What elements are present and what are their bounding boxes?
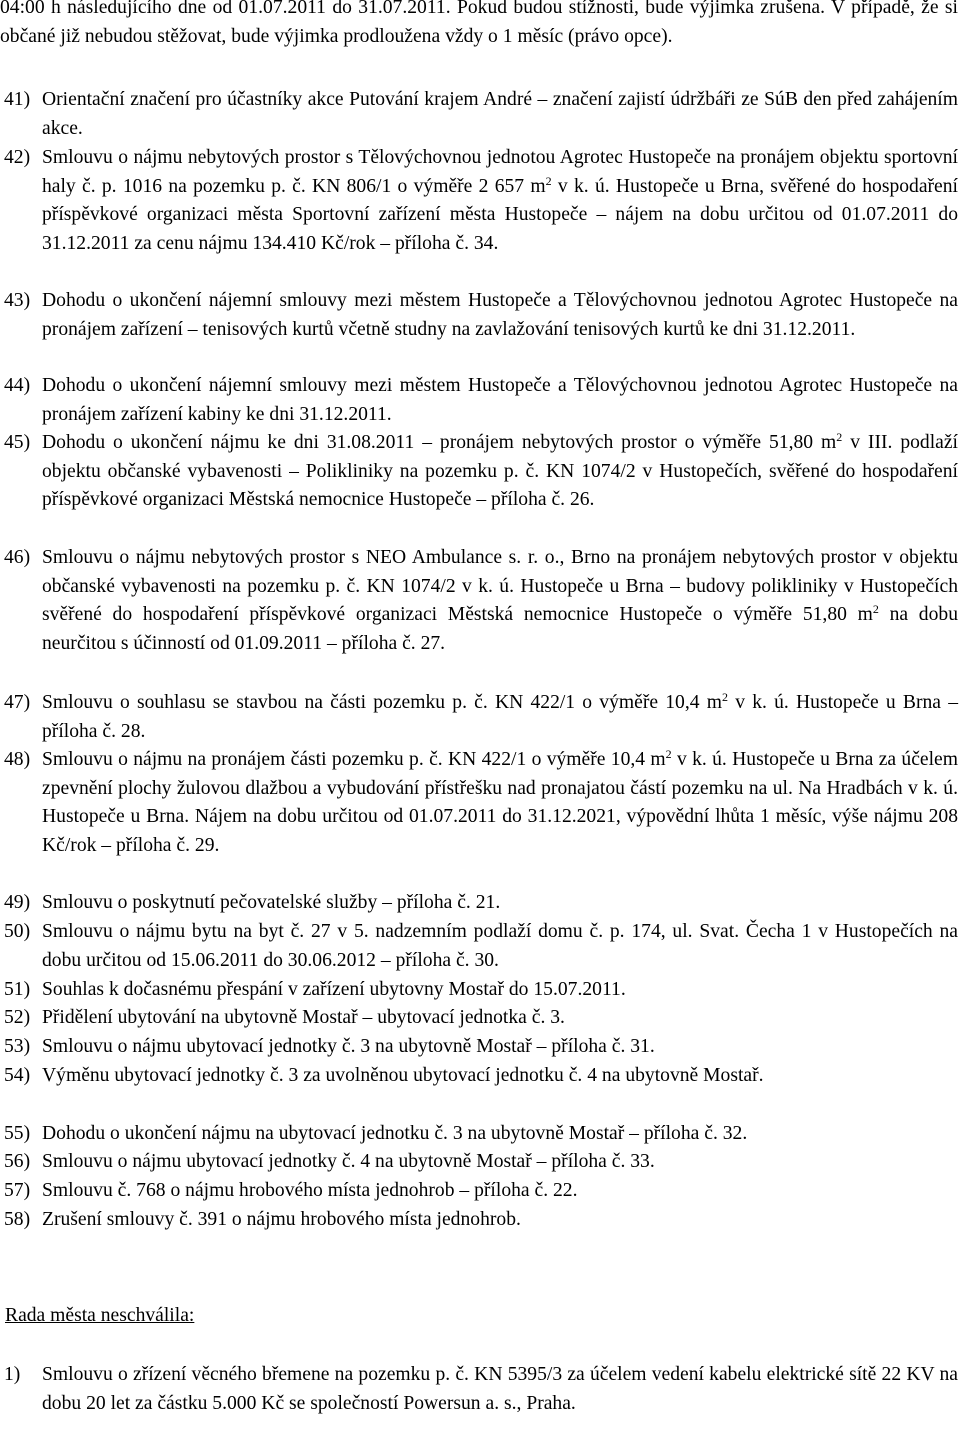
approved-item bbox=[0, 746, 958, 861]
approved-item-number: 43) bbox=[4, 290, 31, 311]
approved-item bbox=[0, 144, 958, 259]
approved-item-number: 41) bbox=[4, 89, 31, 110]
approved-item-text-part: Dohodu o ukončení nájemní smlouvy mezi městem Hustopeče a Tělovýchovnou jednotou Agrotec Hustopeče na pronájem zařízení kabiny ke dni 31.12.2011. bbox=[42, 375, 958, 425]
approved-item-text bbox=[42, 976, 958, 1005]
approved-item-text bbox=[42, 889, 958, 918]
approved-item-text bbox=[42, 1062, 958, 1091]
approved-item bbox=[0, 689, 958, 746]
approved-item-text bbox=[42, 918, 958, 975]
approved-item-text bbox=[42, 1177, 958, 1206]
approved-item-text-part: v k. ú. Hustopeče u Brna – příloha č. 28. bbox=[42, 692, 958, 742]
approved-item-text-part: Dohodu o ukončení nájmu ke dni 31.08.2011 – pronájem nebytových prostor o výměře 51,80 m bbox=[42, 432, 837, 453]
approved-item-text-part: Smlouvu o nájmu na pronájem části pozemku p. č. KN 422/1 o výměře 10,4 m bbox=[42, 749, 666, 770]
approved-item-text-part: Zrušení smlouvy č. 391 o nájmu hrobového místa jednohrob. bbox=[42, 1209, 521, 1230]
approved-item-text bbox=[42, 372, 958, 429]
approved-item-text-part: Smlouvu o nájmu nebytových prostor s Tělovýchovnou jednotou Agrotec Hustopeče na pronájem objektu sportovní haly č. p. 1016 na pozemku p. č. KN 806/1 o výměře 2 657 m bbox=[42, 147, 958, 197]
approved-item bbox=[0, 918, 958, 975]
approved-item-text-part: Smlouvu o poskytnutí pečovatelské služby – příloha č. 21. bbox=[42, 892, 501, 913]
approved-item bbox=[0, 86, 958, 143]
approved-item bbox=[0, 1206, 958, 1235]
approved-item bbox=[0, 1062, 958, 1091]
section-heading: Rada města neschválila: bbox=[5, 1305, 195, 1326]
approved-item-text-part: Smlouvu č. 768 o nájmu hrobového místa jednohrob – příloha č. 22. bbox=[42, 1180, 578, 1201]
approved-item-text bbox=[42, 287, 958, 344]
approved-item-number: 46) bbox=[4, 547, 31, 568]
approved-item-text-part: na dobu neurčitou s účinností od 01.09.2011 – příloha č. 27. bbox=[42, 604, 958, 655]
approved-item-text bbox=[42, 746, 958, 861]
rejected-item-text bbox=[42, 1361, 958, 1418]
approved-item-text-part: Smlouvu o nájmu ubytovací jednotky č. 3 na ubytovně Mostař – příloha č. 31. bbox=[42, 1036, 655, 1057]
approved-item-number: 52) bbox=[4, 1007, 31, 1028]
approved-item-number: 56) bbox=[4, 1151, 31, 1172]
approved-item bbox=[0, 429, 958, 515]
approved-item bbox=[0, 1033, 958, 1062]
approved-item-text-part: v III. podlaží objektu občanské vybavenosti – Polikliniky na pozemku p. č. KN 1074/2 v Hustopečích, svěřené do hospodaření příspěvkové organizaci Městská nemocnice Hustopeče – příloha č. 26. bbox=[42, 432, 959, 511]
approved-item-text-part: Souhlas k dočasnému přespání v zařízení ubytovny Mostař do 15.07.2011. bbox=[42, 979, 626, 1000]
approved-item-text bbox=[42, 1004, 958, 1033]
approved-item bbox=[0, 544, 958, 659]
approved-item-text bbox=[42, 544, 958, 659]
approved-item-number: 54) bbox=[4, 1065, 31, 1086]
superscript-unit: 2 bbox=[545, 173, 552, 188]
approved-item bbox=[0, 1148, 958, 1177]
approved-item bbox=[0, 976, 958, 1005]
approved-item-number: 45) bbox=[4, 432, 31, 453]
approved-item-text bbox=[42, 144, 958, 259]
approved-item-text bbox=[42, 1206, 958, 1235]
approved-item-number: 49) bbox=[4, 892, 31, 913]
approved-item bbox=[0, 372, 958, 429]
approved-item-number: 58) bbox=[4, 1209, 31, 1230]
approved-item bbox=[0, 1120, 958, 1149]
approved-item-number: 51) bbox=[4, 979, 31, 1000]
approved-item-text-part: Smlouvu o nájmu nebytových prostor s NEO Ambulance s. r. o., Brno na pronájem nebytových prostor v objektu občanské vybavenosti na pozemku p. č. KN 1074/2 v k. ú. Hustopeče u Brna – budovy polikliniky v Hustopečích svěřené do hospodaření příspěvkové organizaci Městská nemocnice Hustopeče o výměře 51,80 m bbox=[42, 547, 958, 626]
rejected-item-text-part: Smlouvu o zřízení věcného břemene na pozemku p. č. KN 5395/3 za účelem vedení kabelu elektrické sítě 22 KV na dobu 20 let za částku 5.000 Kč se společností Powersun a. s., Praha. bbox=[42, 1364, 958, 1414]
approved-item-text bbox=[42, 689, 958, 746]
superscript-unit: 2 bbox=[665, 747, 672, 761]
rejected-item-number: 1) bbox=[4, 1364, 21, 1385]
approved-item-number: 44) bbox=[4, 375, 31, 396]
approved-item-text bbox=[42, 1033, 958, 1062]
approved-item-text bbox=[42, 1148, 958, 1177]
approved-item-number: 47) bbox=[4, 692, 31, 713]
approved-item-text-part: v k. ú. Hustopeče u Brna za účelem zpevnění plochy žulovou dlažbou a vybudování přístřešku nad pronajatou částí pozemku na ul. Na Hradbách v k. ú. Hustopeče u Brna. Nájem na dobu určitou od 01.07.2011 do 31.12.2021, výpovědní lhůta 1 měsíc, výše nájmu 208 Kč/rok – příloha č. 29. bbox=[42, 749, 958, 857]
intro-paragraph: 04:00 h následujícího dne od 01.07.2011 do 31.07.2011. Pokud budou stížnosti, bude výjimka zrušena. V případě, že si občané již nebudou stěžovat, bude výjimka prodloužena vždy o 1 měsíc (právo opce). bbox=[0, 0, 958, 47]
approved-item-text-part: Smlouvu o souhlasu se stavbou na části pozemku p. č. KN 422/1 o výměře 10,4 m bbox=[42, 692, 722, 713]
approved-item-text-part: Smlouvu o nájmu ubytovací jednotky č. 4 na ubytovně Mostař – příloha č. 33. bbox=[42, 1151, 655, 1172]
superscript-unit: 2 bbox=[722, 690, 728, 704]
superscript-unit: 2 bbox=[836, 430, 843, 444]
approved-item-text-part: Dohodu o ukončení nájemní smlouvy mezi městem Hustopeče a Tělovýchovnou jednotou Agrotec Hustopeče na pronájem zařízení – tenisových kurtů včetně studny na zavlažování tenisových kurtů ke dni 31.12.2011. bbox=[42, 290, 958, 340]
approved-item-number: 50) bbox=[4, 921, 31, 942]
approved-item-text-part: v k. ú. Hustopeče u Brna, svěřené do hospodaření příspěvkové organizaci města Sportovní zařízení města Hustopeče – nájem na dobu určitou od 01.07.2011 do 31.12.2011 za cenu nájmu 134.410 Kč/rok – příloha č. 34. bbox=[42, 175, 958, 255]
approved-item-text-part: Dohodu o ukončení nájmu na ubytovací jednotku č. 3 na ubytovně Mostař – příloha č. 32. bbox=[42, 1123, 748, 1144]
approved-item-text bbox=[42, 429, 958, 515]
approved-item-text-part: Smlouvu o nájmu bytu na byt č. 27 v 5. nadzemním podlaží domu č. p. 174, ul. Svat. Čecha 1 v Hustopečích na dobu určitou od 15.06.2011 do 30.06.2012 – příloha č. 30. bbox=[42, 921, 958, 971]
approved-item bbox=[0, 889, 958, 918]
approved-item-text-part: Výměnu ubytovací jednotky č. 3 za uvolněnou ubytovací jednotku č. 4 na ubytovně Mostař. bbox=[42, 1065, 764, 1086]
approved-item-number: 48) bbox=[4, 749, 31, 770]
approved-item-text-part: Orientační značení pro účastníky akce Putování krajem André – značení zajistí údržbáři ze SúB den před zahájením akce. bbox=[42, 89, 958, 139]
approved-item-text bbox=[42, 1120, 958, 1149]
approved-item bbox=[0, 1004, 958, 1033]
approved-item-text-part: Přidělení ubytování na ubytovně Mostař – ubytovací jednotka č. 3. bbox=[42, 1007, 565, 1028]
approved-item-number: 57) bbox=[4, 1180, 31, 1201]
approved-item-number: 53) bbox=[4, 1036, 31, 1057]
approved-item-number: 55) bbox=[4, 1123, 31, 1144]
rejected-item bbox=[0, 1361, 958, 1418]
approved-item bbox=[0, 287, 958, 344]
superscript-unit: 2 bbox=[872, 602, 879, 617]
approved-item-text bbox=[42, 86, 958, 143]
approved-item bbox=[0, 1177, 958, 1206]
approved-item-number: 42) bbox=[4, 147, 31, 168]
